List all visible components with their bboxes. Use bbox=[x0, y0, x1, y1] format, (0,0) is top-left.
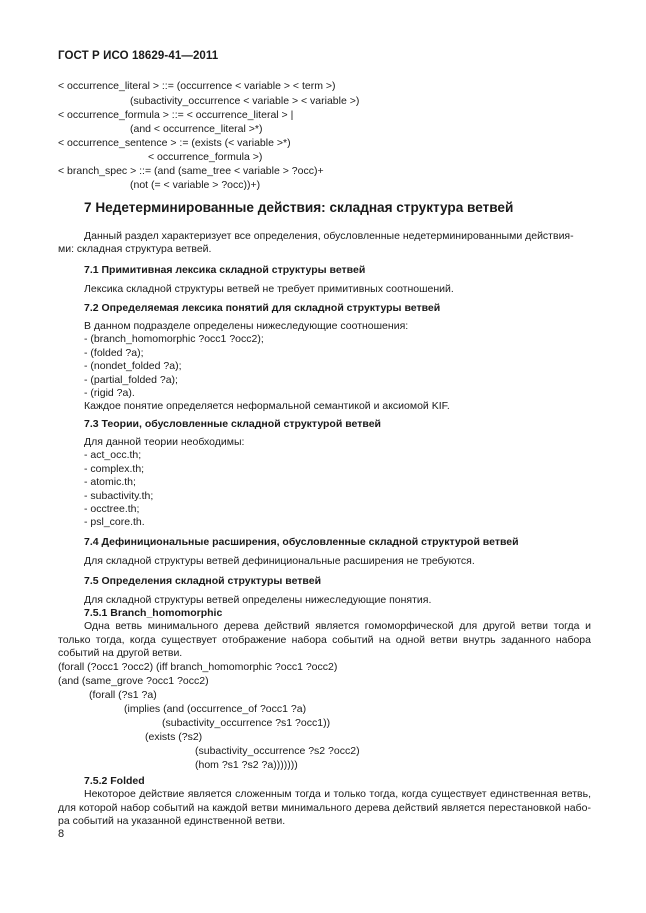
list-item: - (partial_folded ?a); bbox=[84, 373, 178, 386]
grammar-line: (not (= < variable > ?occ))+) bbox=[130, 179, 261, 191]
grammar-line: < occurrence_sentence > := (exists (< variable >*) bbox=[58, 137, 291, 149]
list-item: - (nondet_folded ?a); bbox=[84, 360, 182, 373]
list-item: - atomic.th; bbox=[84, 476, 136, 489]
desc-line: Некоторое действие является сложенным тогда и только тогда, когда существует единственная ветвь, bbox=[84, 788, 591, 800]
list-item: - (branch_homomorphic ?occ1 ?occ2); bbox=[84, 333, 264, 346]
section-7-5-1-desc bbox=[58, 620, 591, 661]
document-header: ГОСТ Р ИСО 18629-41—2011 bbox=[58, 50, 219, 62]
kif-line: (subactivity_occurrence ?s1 ?occ1)) bbox=[162, 717, 331, 729]
desc-line: Одна ветвь минимального дерева действий является гомоморфической для другой ветви тогда и bbox=[84, 620, 591, 632]
list-item: - (rigid ?a). bbox=[84, 387, 135, 400]
list-lead: В данном подразделе определены нижеследующие соотношения: bbox=[84, 320, 409, 332]
kif-line: (subactivity_occurrence ?s2 ?occ2) bbox=[195, 745, 360, 757]
grammar-line: (subactivity_occurrence < variable > < variable >) bbox=[130, 95, 360, 107]
grammar-line: < occurrence_formula >) bbox=[148, 151, 263, 163]
desc-line: ра событий на указанной единственной ветви. bbox=[58, 815, 286, 828]
section-7-4-title: 7.4 Дефинициональные расширения, обусловленные складной структурой ветвей bbox=[84, 536, 519, 548]
section-7-3-body bbox=[84, 436, 244, 530]
section-7-2-body bbox=[84, 320, 450, 414]
section-7-title: 7 Недетерминированные действия: складная структура ветвей bbox=[84, 200, 514, 215]
list-item: - act_occ.th; bbox=[84, 449, 142, 462]
kif-line: (implies (and (occurrence_of ?occ1 ?a) bbox=[124, 703, 307, 715]
list-item: - occtree.th; bbox=[84, 503, 140, 516]
desc-line: событий на другой ветви. bbox=[58, 647, 183, 660]
section-7-1-text: Лексика складной структуры ветвей не требует примитивных соотношений. bbox=[84, 283, 454, 295]
grammar-line: (and < occurrence_literal >*) bbox=[130, 123, 263, 135]
kif-line: (and (same_grove ?occ1 ?occ2) bbox=[58, 675, 209, 687]
list-tail: Каждое понятие определяется неформальной семантикой и аксиомой KIF. bbox=[84, 400, 450, 413]
kif-line: (exists (?s2) bbox=[145, 731, 203, 743]
intro-line: ми: складная структура ветвей. bbox=[58, 243, 212, 255]
kif-line: (forall (?s1 ?a) bbox=[89, 689, 157, 701]
list-item: - complex.th; bbox=[84, 462, 145, 475]
kif-line: (hom ?s1 ?s2 ?a))))))) bbox=[195, 759, 298, 771]
kif-line: (forall (?occ1 ?occ2) (iff branch_homomorphic ?occ1 ?occ2) bbox=[58, 661, 338, 673]
section-7-5-1-title: 7.5.1 Branch_homomorphic bbox=[84, 607, 223, 619]
section-7-2-title: 7.2 Определяемая лексика понятий для складной структуры ветвей bbox=[84, 302, 441, 314]
intro-line: Данный раздел характеризует все определения, обусловленные недетерминированными действия- bbox=[84, 230, 574, 242]
page-number: 8 bbox=[58, 828, 65, 840]
section-7-3-title: 7.3 Теории, обусловленные складной структурой ветвей bbox=[84, 418, 381, 430]
section-7-5-2-title: 7.5.2 Folded bbox=[84, 775, 145, 787]
section-7-intro bbox=[58, 230, 591, 244]
desc-line: для которой набор событий на каждой ветви минимального дерева действий является перестановкой набо- bbox=[58, 801, 591, 814]
section-7-1-title: 7.1 Примитивная лексика складной структуры ветвей bbox=[84, 264, 366, 276]
list-lead: Для данной теории необходимы: bbox=[84, 436, 245, 448]
section-7-5-title: 7.5 Определения складной структуры ветвей bbox=[84, 575, 322, 587]
list-item: - subactivity.th; bbox=[84, 489, 154, 502]
section-7-4-text: Для складной структуры ветвей дефинициональные расширения не требуются. bbox=[84, 555, 475, 567]
grammar-line: < branch_spec > ::= (and (same_tree < variable > ?occ)+ bbox=[58, 165, 324, 177]
desc-line: только тогда, когда существует отображение набора событий на одной ветви внутрь заданного набора bbox=[58, 633, 591, 646]
grammar-line: < occurrence_formula > ::= < occurrence_literal > | bbox=[58, 109, 294, 121]
list-item: - psl_core.th. bbox=[84, 516, 145, 529]
list-item: - (folded ?a); bbox=[84, 346, 144, 359]
grammar-line: < occurrence_literal > ::= (occurrence < variable > < term >) bbox=[58, 80, 336, 92]
section-7-5-lead: Для складной структуры ветвей определены нижеследующие понятия. bbox=[84, 594, 432, 606]
section-7-5-2-desc bbox=[58, 788, 591, 829]
